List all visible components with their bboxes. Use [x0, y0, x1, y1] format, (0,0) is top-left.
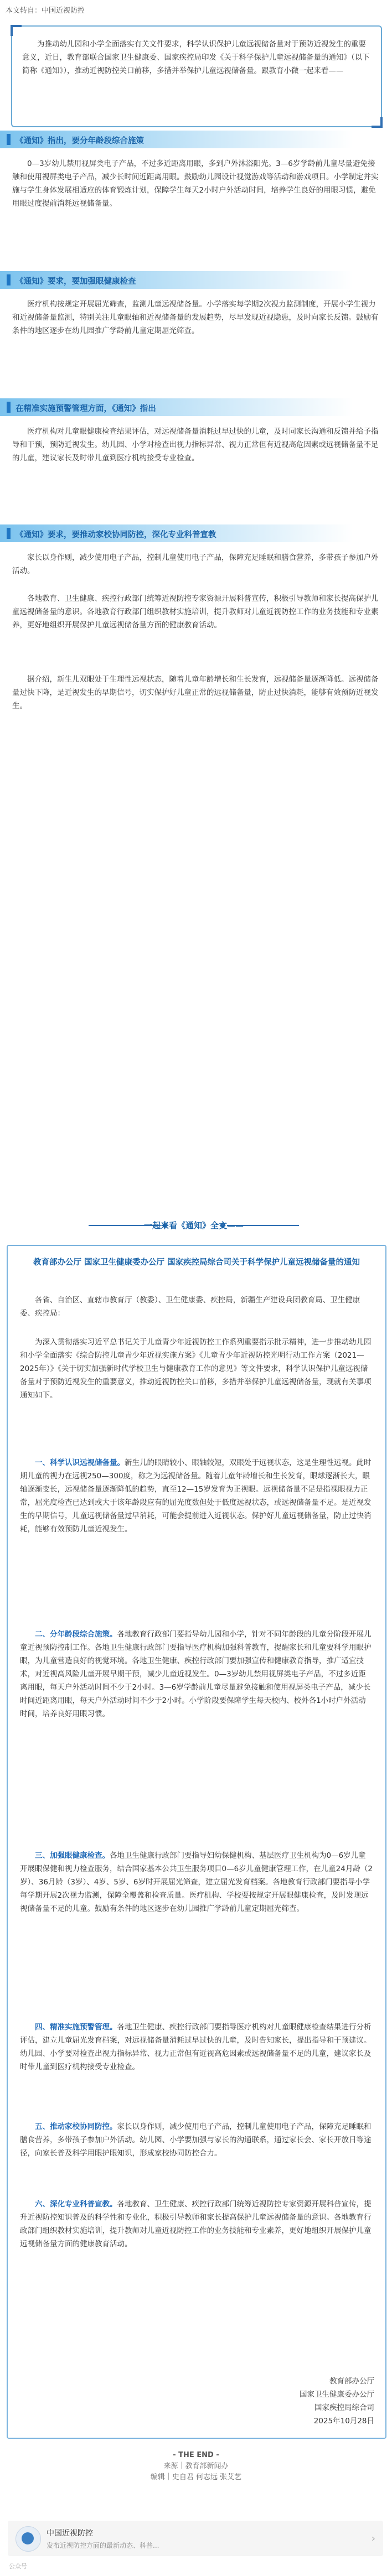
section-paragraph: 各地教育、卫生健康、疾控行政部门统筹近视防控专家资源开展科普宣传，积极引导教师和家长提高保护儿童远视储备量的意识。各地教育行政部门组织教材实施培训，提升教师对儿童近视防控工作的业务技能和专业素养，更好地组织开展保护儿童远视储备量方面的健康教育活动。	[12, 594, 379, 630]
section-paragraph: 医疗机构按规定开展屈光筛查，监测儿童远视储备量。小学落实每学期2次视力监测制度，开展小学生视力和近视储备量监测，特别关注儿童眼轴和近视储备量的发展趋势，尽早发现近视隐患，及时向家长反馈。鼓励有条件的地区逐步在幼儿园推广学龄前儿童定期屈光筛查。	[12, 300, 379, 335]
section-paragraph: 医疗机构对儿童眼健康检查结果评估，对远视储备量消耗过早过快的儿童，及时同家长沟通和反馈并给予指导和干预，预防近视发生。幼儿园、小学对检查出视力指标异常、视力正常但有近视高危因素或远视储备量不足的儿童，建议家长及时带儿童到医疗机构接受专业检查。	[12, 427, 379, 463]
section-title: 《通知》要求，要加强眼健康检查	[16, 277, 136, 286]
notice-heading: 一、科学认识远视储备量。	[35, 1458, 125, 1467]
notice-heading: 六、深化专业科普宣教。	[35, 2200, 117, 2209]
signature-org: 教育部办公厅	[329, 2377, 374, 2386]
signature-date: 2025年10月28日	[313, 2417, 374, 2426]
banner-bar	[7, 528, 11, 539]
corner-decoration	[372, 117, 383, 128]
notice-heading: 五、推动家校协同防控。	[35, 2122, 117, 2131]
signature-block	[208, 2375, 374, 2428]
notice-text: 各地卫生健康行政部门要指导妇幼保健机构、基层医疗卫生机构为0—6岁儿童开展眼保健和视力检查服务，结合国家基本公共卫生服务项目0—6岁儿童健康管理工作，在儿童24月龄（2岁）、36月龄（3岁）、4岁、5岁、6岁时开展屈光筛查，建立屈光发育档案。各地教育行政部门要指导小学每学期开展2次视力监测，保障全覆盖和检查质量。医疗机构、学校要按规定开展眼健康检查，及时发现远视储备量不足的儿童。鼓励有条件的地区逐步在幼儿园推广学龄前儿童定期屈光筛查。	[20, 1851, 373, 1913]
notice-fulltext	[7, 1245, 386, 2439]
section-paragraph: 据介绍，新生儿双眼处于生理性远视状态，随着儿童年龄增长和生长发育，远视储备量逐渐降低。远视储备量过快下降，是近视发生的早期信号，切实保护好儿童正常的远视储备量，防止过快消耗，能够有效预防近视发生。	[12, 675, 379, 710]
notice-paragraph	[20, 1294, 373, 1320]
account-card[interactable]	[8, 2521, 383, 2556]
section-banner-1	[0, 131, 392, 148]
end-block	[0, 2450, 392, 2483]
section-paragraph: 家长以身作则，减少使用电子产品，控制儿童使用电子产品，保障充足睡眠和膳食营养，多带孩子参加户外活动。	[12, 553, 379, 575]
notice-paragraph	[20, 1628, 373, 1721]
section-title: 在精准实施预警管理方面，《通知》指出	[16, 404, 156, 413]
banner-bar	[7, 402, 11, 413]
section-banner-4	[0, 524, 392, 542]
end-title: - THE END -	[173, 2451, 219, 2459]
end-source: 来源｜教育部新闻办	[163, 2462, 229, 2470]
notice-paragraph	[20, 1849, 373, 1915]
notice-heading: 四、精准实施预警管理。	[35, 2023, 117, 2032]
fulltext-divider	[89, 1217, 299, 1234]
notice-text: 为深入贯彻落实习近平总书记关于儿童青少年近视防控工作系列重要指示批示精神，进一步推动幼儿园和小学全面落实《综合防控儿童青少年近视实施方案》《儿童青少年近视防控光明行动工作方案（2021—2025年）》《关于切实加强新时代学校卫生与健康教育工作的意见》等文件要求，科学认识保护儿童远视储备量对于预防近视发生的重要意义，推动近视防控关口前移，多措并举保护儿童远视储备量，现就有关事项通知如下。	[20, 1338, 372, 1400]
notice-text: 各地卫生健康、疾控行政部门要指导医疗机构对儿童眼健康检查结果进行分析评估，建立儿童屈光发育档案，对远视储备量消耗过早过快的儿童，及时告知家长，提出指导和干预建议。幼儿园、小学要对检查出视力指标异常、视力正常但有近视高危因素或远视储备量不足的儿童，建议家长及时带儿童到医疗机构接受专业检查。	[20, 2023, 372, 2071]
divider-text: 一起来看《通知》全文——	[143, 1221, 244, 1230]
notice-title: 教育部办公厅 国家卫生健康委办公厅 国家疾控局综合司关于科学保护儿童远视储备量的通知	[33, 1258, 360, 1267]
notice-paragraph	[20, 1456, 373, 1536]
section-title: 《通知》指出，要分年龄段综合施策	[16, 137, 144, 146]
notice-text: 各地教育行政部门要指导幼儿园和小学，针对不同年龄段的儿童分阶段开展儿童近视预防控制工作。各地卫生健康行政部门要指导医疗机构加强科普教育，提醒家长和儿童要科学用眼护眼，为儿童营造良好的视觉环境。各地卫生健康、疾控行政部门要加强宣传和健康教育指导，推广适宜技术，对近视高风险儿童开展早期干预，减少儿童近视发生。0—3岁幼儿禁用视屏类电子产品，不过多近距离用眼，每天户外活动时间不少于2小时。3—6岁学龄前儿童尽量避免接触和使用视屏类电子产品，减少长时间近距离用眼，每天户外活动时间不少于2小时。小学阶段要保障学生每天校内、校外各1小时户外活动时间，培养良好用眼习惯。	[20, 1630, 372, 1718]
end-editor: 编辑｜史自君 何志远 张艾艺	[150, 2473, 242, 2481]
section-paragraph: 0—3岁幼儿禁用视屏类电子产品，不过多近距离用眼，多到户外沐浴阳光。3—6岁学龄前儿童尽量避免接触和使用视屏类电子产品，减少长时间近距离用眼。鼓励幼儿园设计视觉游戏等活动和游戏项目。小学制定并实施与学生身体发展相适应的体育锻炼计划，保障学生每天2小时户外活动时间，培养学生良好的用眼习惯，避免用眼过度提前消耗远视储备量。	[12, 159, 379, 208]
account-description: 发布近视防控方面的最新动态、科普...	[47, 2542, 159, 2549]
notice-text: 各地教育、卫生健康、疾控行政部门统筹近视防控专家资源开展科普宣传，提升近视防控知识普及的科学性和专业化，积极引导教师和家长提高保护儿童远视储备量的意识。各地教育行政部门组织教材实施培训，提升教师对儿童近视防控工作的业务技能和专业素养，更好地组织开展保护儿童远视储备量方面的健康教育活动。	[20, 2200, 372, 2248]
notice-paragraph	[20, 2021, 373, 2074]
notice-heading: 三、加强眼健康检查。	[35, 1851, 110, 1860]
signature-org: 国家疾控局综合司	[314, 2403, 374, 2412]
notice-paragraph	[20, 2198, 373, 2251]
notice-text: 新生儿的眼睛较小、眼轴较短，双眼处于远视状态，这是生理性远视。此时期儿童的视力在远视250—300度，称之为远视储备量。随着儿童年龄增长和生长发育，眼球逐渐长大，眼轴逐渐变长，远视储备量逐渐降低的趋势，直至12—15岁发育为正视眼。远视储备量不足是指裸眼视力正常，屈光度检查已达到或大于该年龄段应有的屈光度数但处于低度远视状态，或远视储备量不足。是近视发生的早期信号，儿童远视储备量过早消耗，可能会提前进入近视状态。保护好儿童远视储备量，防止过快消耗，能够有效预防儿童近视发生。	[20, 1458, 372, 1534]
notice-text: 家长以身作则，减少使用电子产品，控制儿童使用电子产品，保障充足睡眠和膳食营养，多带孩子参加户外活动。幼儿园、小学要加强与家长的沟通联系，通过家长会、家长开放日等途径，向家长普及科学用眼护眼知识，形成家校协同防控合力。	[20, 2122, 372, 2158]
notice-text: 各省、自治区、直辖市教育厅（教委）、卫生健康委、疾控局，新疆生产建设兵团教育局、卫生健康委、疾控局：	[20, 1296, 360, 1318]
section-banner-3	[0, 398, 392, 416]
account-name: 中国近视防控	[47, 2529, 93, 2538]
notice-heading: 二、分年龄段综合施策。	[35, 1630, 117, 1639]
account-logo-icon	[16, 2526, 41, 2552]
corner-decoration	[11, 25, 22, 36]
account-type-label: 公众号	[9, 2563, 27, 2570]
notice-paragraph	[20, 1336, 373, 1402]
section-banner-2	[0, 271, 392, 289]
chevron-right-icon: ›	[371, 2533, 375, 2544]
source-line: 本文转自：中国近视防控	[6, 7, 85, 15]
banner-bar	[7, 134, 11, 145]
logo-inner	[22, 2532, 34, 2544]
section-title: 《通知》要求，要推动家校协同防控，深化专业科普宣教	[16, 531, 216, 539]
signature-org: 国家卫生健康委办公厅	[300, 2390, 374, 2399]
notice-paragraph	[20, 2120, 373, 2160]
banner-bar	[7, 274, 11, 285]
intro-box	[11, 25, 382, 127]
intro-paragraph: 为推动幼儿园和小学全面落实有关文件要求，科学认识保护儿童远视储备量对于预防近视发生的重要意义，近日，教育部联合国家卫生健康委、国家疾控局印发《关于科学保护儿童远视储备量的通知》（以下简称《通知》），推动近视防控关口前移，多措并举保护儿童远视储备量。跟教育小微一起来看——	[22, 40, 370, 75]
